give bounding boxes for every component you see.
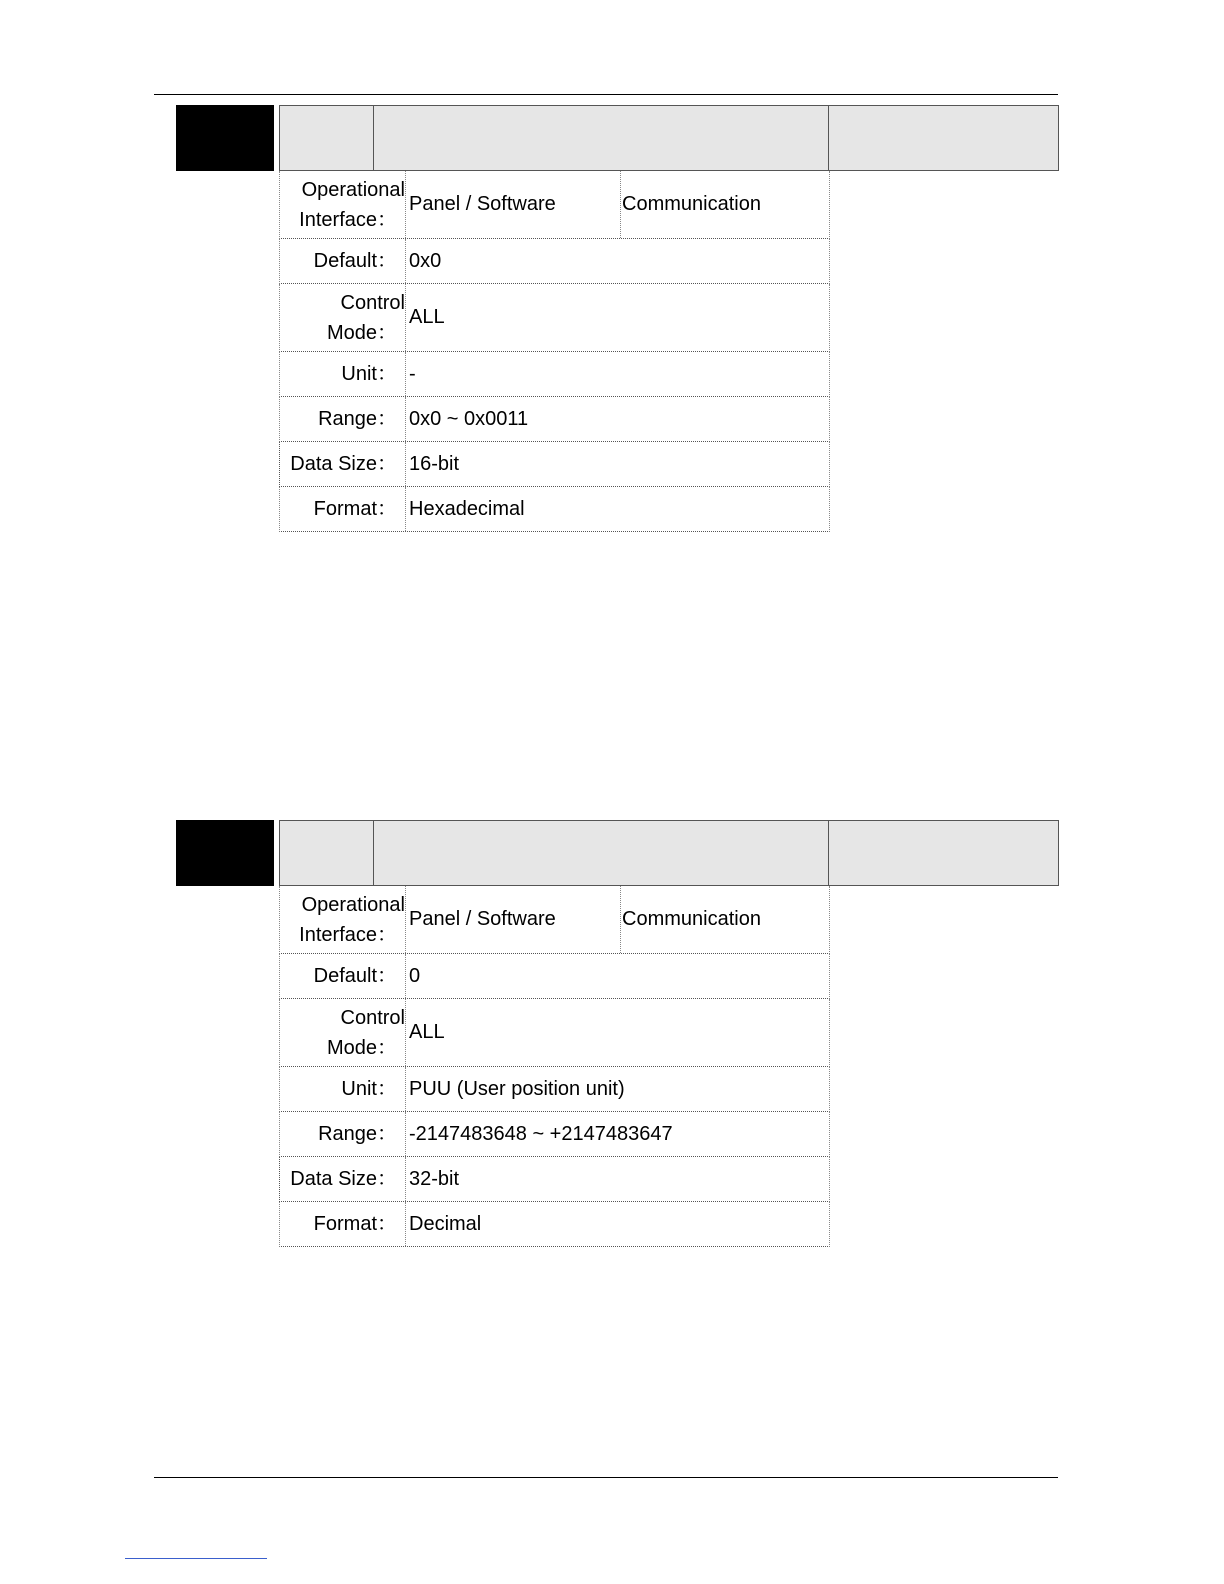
unit-label: Unit： xyxy=(280,1067,406,1111)
unit-row xyxy=(279,352,830,397)
range-value: -2147483648 ~ +2147483647 xyxy=(409,1122,673,1145)
header-divider xyxy=(373,821,374,885)
default-value: 0x0 xyxy=(409,249,442,272)
control-mode-label: Control Mode： xyxy=(280,999,406,1066)
format-row xyxy=(279,487,830,532)
range-row xyxy=(279,1112,830,1157)
data-size-row xyxy=(279,442,830,487)
format-row xyxy=(279,1202,830,1247)
data-size-row xyxy=(279,1157,830,1202)
interface-panel-software: Panel / Software xyxy=(409,908,556,930)
unit-row xyxy=(279,1067,830,1112)
parameter-spec-table xyxy=(279,886,830,1247)
header-divider xyxy=(373,106,374,170)
footer-link-underline[interactable] xyxy=(125,1558,267,1559)
header-divider xyxy=(828,821,829,885)
control-mode-row xyxy=(279,284,830,352)
data-size-value: 16-bit xyxy=(409,452,460,475)
default-label: Default： xyxy=(280,239,406,283)
data-size-value: 32-bit xyxy=(409,1167,460,1190)
range-value: 0x0 ~ 0x0011 xyxy=(409,407,529,430)
data-size-label: Data Size： xyxy=(280,1157,406,1201)
default-label: Default： xyxy=(280,954,406,998)
operational-interface-label: Operational Interface： xyxy=(280,886,406,953)
range-label: Range： xyxy=(280,1112,406,1156)
default-row xyxy=(279,239,830,284)
range-label: Range： xyxy=(280,397,406,441)
interface-communication: Communication xyxy=(620,171,761,238)
control-mode-value: ALL xyxy=(409,1021,445,1043)
format-value: Hexadecimal xyxy=(409,497,525,520)
interface-panel-software: Panel / Software xyxy=(409,193,556,215)
data-size-label: Data Size： xyxy=(280,442,406,486)
control-mode-value: ALL xyxy=(409,306,445,328)
default-row xyxy=(279,954,830,999)
footer-rule xyxy=(154,1477,1058,1478)
unit-value: PUU (User position unit) xyxy=(409,1077,625,1100)
unit-label: Unit： xyxy=(280,352,406,396)
format-value: Decimal xyxy=(409,1212,482,1235)
control-mode-label: Control Mode： xyxy=(280,284,406,351)
parameter-header xyxy=(279,105,1059,171)
control-mode-row xyxy=(279,999,830,1067)
operational-interface-row xyxy=(279,171,830,239)
unit-value: - xyxy=(409,362,416,385)
parameter-tab-marker xyxy=(176,105,274,171)
header-rule xyxy=(154,94,1058,95)
default-value: 0 xyxy=(409,964,421,987)
operational-interface-label: Operational Interface： xyxy=(280,171,406,238)
format-label: Format： xyxy=(280,487,406,531)
parameter-header xyxy=(279,820,1059,886)
parameter-spec-table xyxy=(279,171,830,532)
parameter-tab-marker xyxy=(176,820,274,886)
range-row xyxy=(279,397,830,442)
format-label: Format： xyxy=(280,1202,406,1246)
operational-interface-row xyxy=(279,886,830,954)
header-divider xyxy=(828,106,829,170)
interface-communication: Communication xyxy=(620,886,761,953)
